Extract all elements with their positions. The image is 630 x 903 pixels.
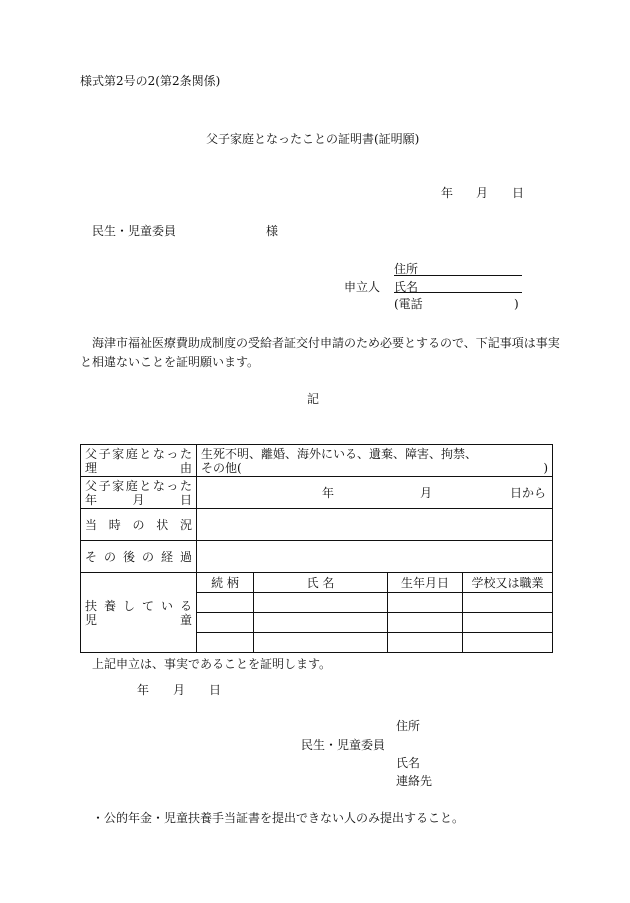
document-title: 父子家庭となったことの証明書(証明願) (206, 132, 420, 146)
request-text-line-2: と相違ないことを証明願います。 (80, 355, 260, 369)
date-row (81, 477, 553, 509)
child-school-cell[interactable] (463, 593, 553, 613)
applicant-name-field[interactable] (394, 279, 522, 293)
request-text-line-1: 海津市福祉医療費助成制度の受給者証交付申請のため必要とするので、下記事項は事実 (92, 336, 560, 350)
situation-label: 当時の状況 (81, 509, 197, 541)
progress-row (81, 541, 553, 573)
addressee-name: 民生・児童委員 (92, 224, 177, 238)
child-school-cell[interactable] (463, 633, 553, 653)
date-value[interactable] (197, 477, 553, 509)
reason-options: 生死不明、離婚、海外にいる、遺棄、障害、拘禁、 (201, 446, 478, 461)
applicant-phone-close: ) (514, 297, 519, 311)
date-year: 年 (441, 186, 454, 200)
applicant-address-label: 住所 (394, 262, 419, 276)
applicant-address-field[interactable] (394, 262, 522, 276)
addressee-sama: 様 (266, 224, 279, 238)
commissioner-address: 住所 (396, 719, 421, 733)
children-header-relation: 続 柄 (197, 573, 254, 593)
children-header-birthdate: 生年月日 (388, 573, 463, 593)
child-birthdate-cell[interactable] (388, 613, 463, 633)
child-name-cell[interactable] (254, 613, 388, 633)
details-table (80, 444, 553, 653)
applicant-label: 申立人 (344, 280, 381, 294)
submission-note: ・公的年金・児童扶養手当証書を提出できない人のみ提出すること。 (92, 811, 465, 825)
certification-day: 日 (209, 683, 222, 697)
date-month: 月 (476, 186, 489, 200)
commissioner-contact: 連絡先 (396, 774, 433, 788)
date-day: 日 (512, 186, 525, 200)
progress-label: その後の経過 (81, 541, 197, 573)
child-relation-cell[interactable] (197, 633, 254, 653)
progress-value[interactable] (197, 541, 553, 573)
situation-row (81, 509, 553, 541)
child-relation-cell[interactable] (197, 613, 254, 633)
reason-other-close: ) (543, 460, 549, 475)
certification-year: 年 (137, 683, 150, 697)
child-school-cell[interactable] (463, 613, 553, 633)
certification-statement: 上記申立は、事実であることを証明します。 (92, 657, 332, 671)
form-number: 様式第2号の2(第2条関係) (80, 74, 221, 88)
date-value-from: 日から (510, 485, 547, 500)
reason-row (81, 445, 553, 477)
child-name-cell[interactable] (254, 593, 388, 613)
situation-value[interactable] (197, 509, 553, 541)
commissioner-title: 民生・児童委員 (301, 738, 386, 752)
child-birthdate-cell[interactable] (388, 593, 463, 613)
reason-other-open: その他( (201, 460, 242, 475)
child-name-cell[interactable] (254, 633, 388, 653)
applicant-phone-open: (電話 (394, 297, 423, 311)
commissioner-name: 氏名 (396, 756, 421, 770)
date-label: 父子家庭となった 年 月 日 (81, 477, 197, 509)
child-relation-cell[interactable] (197, 593, 254, 613)
children-header-row (81, 573, 553, 593)
date-value-year: 年 (322, 485, 335, 500)
applicant-name-label: 氏名 (394, 280, 419, 294)
certification-month: 月 (173, 683, 186, 697)
ki-mark: 記 (307, 392, 320, 406)
child-birthdate-cell[interactable] (388, 633, 463, 653)
children-header-school: 学校又は職業 (463, 573, 553, 593)
reason-label: 父子家庭となった 理 由 (81, 445, 197, 477)
children-label: 扶養している 児 童 (81, 573, 197, 653)
children-header-name: 氏 名 (254, 573, 388, 593)
reason-value[interactable] (197, 445, 553, 477)
date-value-month: 月 (420, 485, 433, 500)
